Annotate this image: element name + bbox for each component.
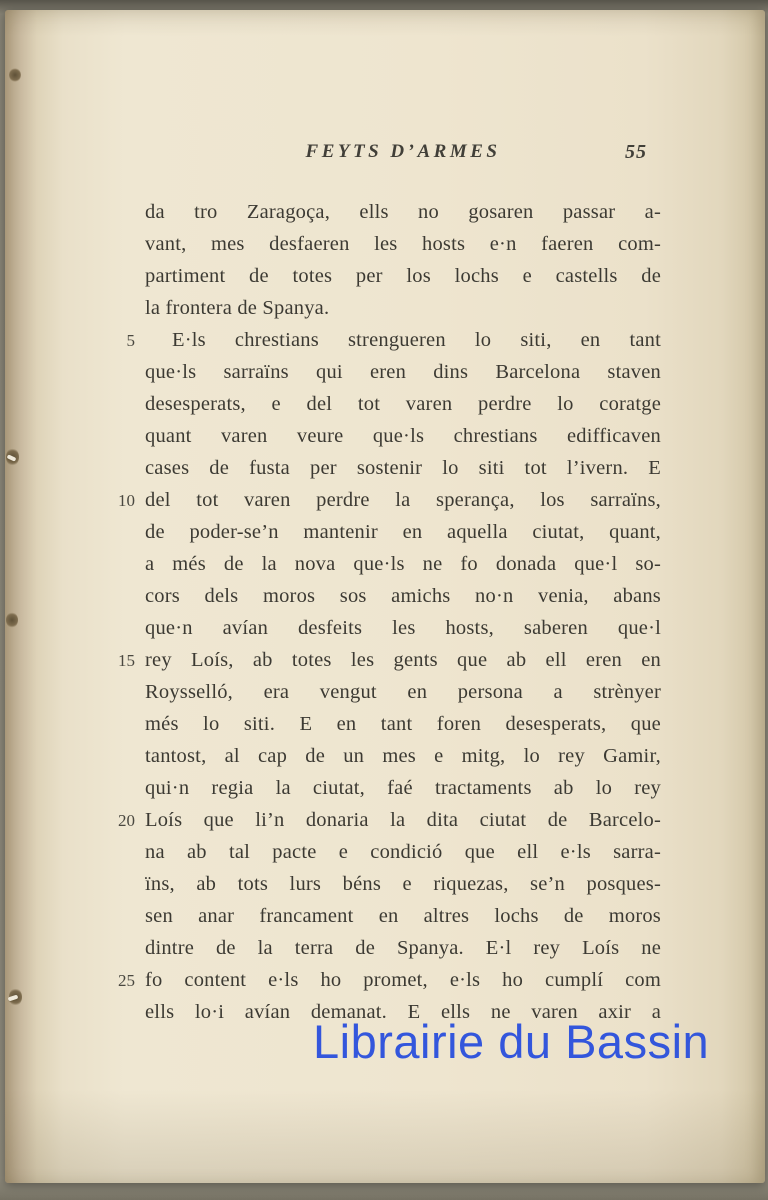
text-line xyxy=(118,484,661,516)
line-number xyxy=(99,228,135,260)
text-line xyxy=(145,516,661,548)
text-line xyxy=(145,196,661,228)
text-line xyxy=(145,932,661,964)
line-text: desesperats, e del tot varen perdre lo coratge xyxy=(145,393,661,415)
line-text: ïns, ab tots lurs béns e riquezas, se’n posques- xyxy=(145,873,661,895)
page-header-title: FEYTS D’ARMES xyxy=(305,141,501,162)
line-number xyxy=(99,868,135,900)
line-text: tantost, al cap de un mes e mitg, lo rey Gamir, xyxy=(145,745,661,767)
line-text: de poder-se’n mantenir en aquella ciutat, quant, xyxy=(145,521,661,543)
line-number xyxy=(99,292,135,324)
line-number: 10 xyxy=(118,491,135,510)
text-line xyxy=(145,612,661,644)
text-line xyxy=(145,580,661,612)
line-number xyxy=(99,548,135,580)
line-number xyxy=(99,676,135,708)
text-line xyxy=(145,836,661,868)
stitch-hole xyxy=(6,612,18,628)
text-line xyxy=(145,452,661,484)
line-number xyxy=(99,356,135,388)
text-line xyxy=(145,356,661,388)
running-header xyxy=(145,141,661,167)
line-number xyxy=(99,836,135,868)
line-number xyxy=(99,420,135,452)
line-number: 5 xyxy=(126,331,135,350)
line-text: Loís que li’n donaria la dita ciutat de Barcelo- xyxy=(145,809,661,831)
text-line xyxy=(145,708,661,740)
bookseller-watermark: Librairie du Bassin xyxy=(313,1015,710,1068)
line-text: quant varen veure que·ls chrestians edifficaven xyxy=(145,425,661,447)
text-line xyxy=(118,804,661,836)
text-line xyxy=(126,324,661,356)
line-text: rey Loís, ab totes les gents que ab ell eren en xyxy=(145,649,661,671)
text-line xyxy=(118,644,661,676)
line-number xyxy=(99,196,135,228)
text-block xyxy=(118,196,661,1028)
line-number xyxy=(99,740,135,772)
line-number: 25 xyxy=(118,971,135,990)
line-number xyxy=(99,900,135,932)
line-number xyxy=(99,612,135,644)
line-text: que·ls sarraïns qui eren dins Barcelona staven xyxy=(145,361,661,383)
text-line xyxy=(145,548,661,580)
line-text: del tot varen perdre la sperança, los sarraïns, xyxy=(145,489,661,511)
line-text: cases de fusta per sostenir lo siti tot l’ivern. E xyxy=(145,457,661,479)
line-text: fo content e·ls ho promet, e·ls ho cumplí com xyxy=(145,969,661,991)
line-text: ells lo·i avían demanat. E ells ne varen axir a xyxy=(145,1001,661,1023)
text-line xyxy=(145,388,661,420)
line-text: a més de la nova que·ls ne fo donada que·l so- xyxy=(145,553,661,575)
book-page xyxy=(5,10,765,1183)
text-line xyxy=(145,292,661,324)
line-number xyxy=(99,932,135,964)
line-text: la frontera de Spanya. xyxy=(145,297,330,319)
line-text: sen anar francament en altres lochs de moros xyxy=(145,905,661,927)
line-number xyxy=(99,516,135,548)
line-text: na ab tal pacte e condició que ell e·ls sarra- xyxy=(145,841,661,863)
line-text: E·ls chrestians strengueren lo siti, en tant xyxy=(172,329,661,351)
line-text: qui·n regia la ciutat, faé tractaments ab lo rey xyxy=(145,777,661,799)
line-number xyxy=(99,996,135,1028)
text-line xyxy=(118,964,661,996)
text-line xyxy=(145,676,661,708)
line-text: més lo siti. E en tant foren desesperats, que xyxy=(145,713,661,735)
text-line xyxy=(145,740,661,772)
line-number xyxy=(99,580,135,612)
line-number: 15 xyxy=(118,651,135,670)
stitch-hole xyxy=(9,68,21,82)
line-text: dintre de la terra de Spanya. E·l rey Loís ne xyxy=(145,937,661,959)
text-line xyxy=(145,772,661,804)
page-number: 55 xyxy=(625,141,647,163)
line-number xyxy=(99,260,135,292)
text-line xyxy=(145,868,661,900)
text-line xyxy=(145,260,661,292)
text-line xyxy=(145,420,661,452)
text-line xyxy=(145,228,661,260)
line-number: 20 xyxy=(118,811,135,830)
line-text: cors dels moros sos amichs no·n venia, abans xyxy=(145,585,661,607)
line-text: da tro Zaragoça, ells no gosaren passar a- xyxy=(145,201,661,223)
line-number xyxy=(99,452,135,484)
line-number xyxy=(99,388,135,420)
line-number xyxy=(99,708,135,740)
line-text: Roysselló, era vengut en persona a strènyer xyxy=(145,681,661,703)
line-text: vant, mes desfaeren les hosts e·n faeren com- xyxy=(145,233,661,255)
line-text: que·n avían desfeits les hosts, saberen que·l xyxy=(145,617,661,639)
text-line xyxy=(145,900,661,932)
line-number xyxy=(99,772,135,804)
line-text: partiment de totes per los lochs e castells de xyxy=(145,265,661,287)
